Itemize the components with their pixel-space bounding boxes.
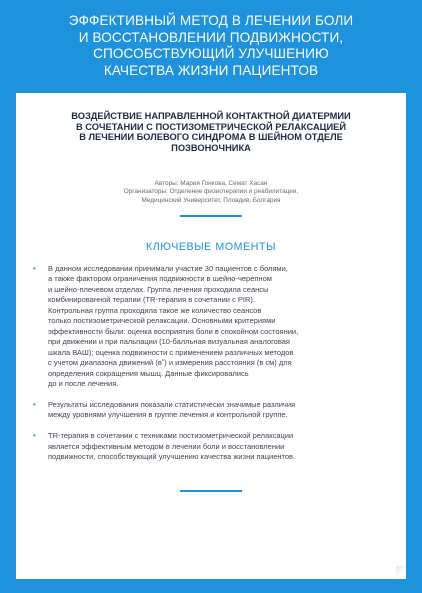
- list-item: [33, 400, 393, 421]
- headline-line: КАЧЕСТВА ЖИЗНИ ПАЦИЕНТОВ: [103, 62, 319, 78]
- key-points-list: [33, 264, 393, 473]
- bullet-icon: •: [33, 264, 36, 273]
- headline-line: СПОСОБСТВУЮЩИЙ УЛУЧШЕНИЮ: [93, 46, 329, 62]
- list-item-line: при движении и при пальпации (10-балльная визуальная аналоговая: [48, 337, 290, 347]
- bullet-icon: •: [33, 399, 36, 409]
- authors-block: [40, 180, 382, 205]
- list-item-line: определения сокращения мышц. Данные фиксировались: [48, 368, 249, 378]
- list-item-line: между уровнями улучшения в группе лечения и контрольной группе.: [48, 410, 288, 420]
- subtitle-line: В ЛЕЧЕНИИ БОЛЕВОГО СИНДРОМА В ШЕЙНОМ ОТДЕЛЕ: [79, 132, 343, 143]
- list-item-line: и шейно-плечевом отделах. Группа лечения проходила сеансы: [48, 284, 269, 294]
- list-item-line: TR-терапия в сочетании с техниками постизометрической релаксации: [48, 431, 294, 441]
- divider-bottom: [180, 490, 242, 492]
- subtitle-line: ПОЗВОНОЧНИКА: [171, 142, 251, 153]
- university-line: Медицинский Университет, Пловдив, Болгария: [141, 196, 281, 204]
- organizers-line: Организаторы: Отделение физиотерапии и реабилитации,: [123, 188, 299, 196]
- article-subtitle: [44, 111, 378, 153]
- headline-line: И ВОССТАНОВЛЕНИИ ПОДВИЖНОСТИ,: [78, 29, 344, 45]
- list-item-line: только постизометрической релаксации. Основными критериями: [48, 316, 276, 326]
- page-headline: [20, 13, 402, 79]
- list-item-line: комбинированной терапии (TR-терапия в сочетании с PIR).: [48, 295, 255, 305]
- bullet-icon: •: [33, 431, 36, 441]
- subtitle-line: В СОЧЕТАНИИ С ПОСТИЗОМЕТРИЧЕСКОЙ РЕЛАКСАЦИЕЙ: [75, 121, 347, 132]
- authors-line: Авторы: Мария Гонкова, Семат Хасан: [154, 180, 268, 187]
- list-item-line: до и после лечения.: [48, 378, 119, 388]
- list-item-line: шкала ВАШ); оценка подвижности с применением различных методов: [48, 347, 294, 357]
- list-item-line: В данном исследовании принимали участие 30 пациентов с болями,: [48, 264, 288, 273]
- list-item-line: эффективности были: оценка восприятия боли в спокойном состоянии,: [48, 326, 299, 336]
- headline-line: ЭФФЕКТИВНЫЙ МЕТОД В ЛЕЧЕНИИ БОЛИ: [68, 13, 354, 28]
- divider-top: [180, 215, 242, 217]
- list-item-line: подвижности, способствующий улучшению качества жизни пациентов.: [48, 452, 296, 462]
- list-item: [33, 431, 393, 462]
- list-item-line: а также фактором ограничения подвижности в шейно-черепном: [48, 274, 272, 284]
- key-points-title: КЛЮЧЕВЫЕ МОМЕНТЫ: [145, 241, 277, 253]
- list-item: [33, 264, 393, 389]
- list-item-line: Контрольная группа проходила такое же количество сеансов: [48, 305, 262, 315]
- list-item-line: Результаты исследования показали статистически значимые различия: [48, 399, 296, 409]
- list-item-line: с учетом диапазона движений (в˚) и измерения расстояния (в см) для: [48, 358, 292, 368]
- list-item-line: является эффективным методом в лечении боли и восстановлении: [48, 441, 285, 451]
- subtitle-line: ВОЗДЕЙСТВИЕ НАПРАВЛЕННОЙ КОНТАКТНОЙ ДИАТЕРМИИ: [71, 111, 351, 121]
